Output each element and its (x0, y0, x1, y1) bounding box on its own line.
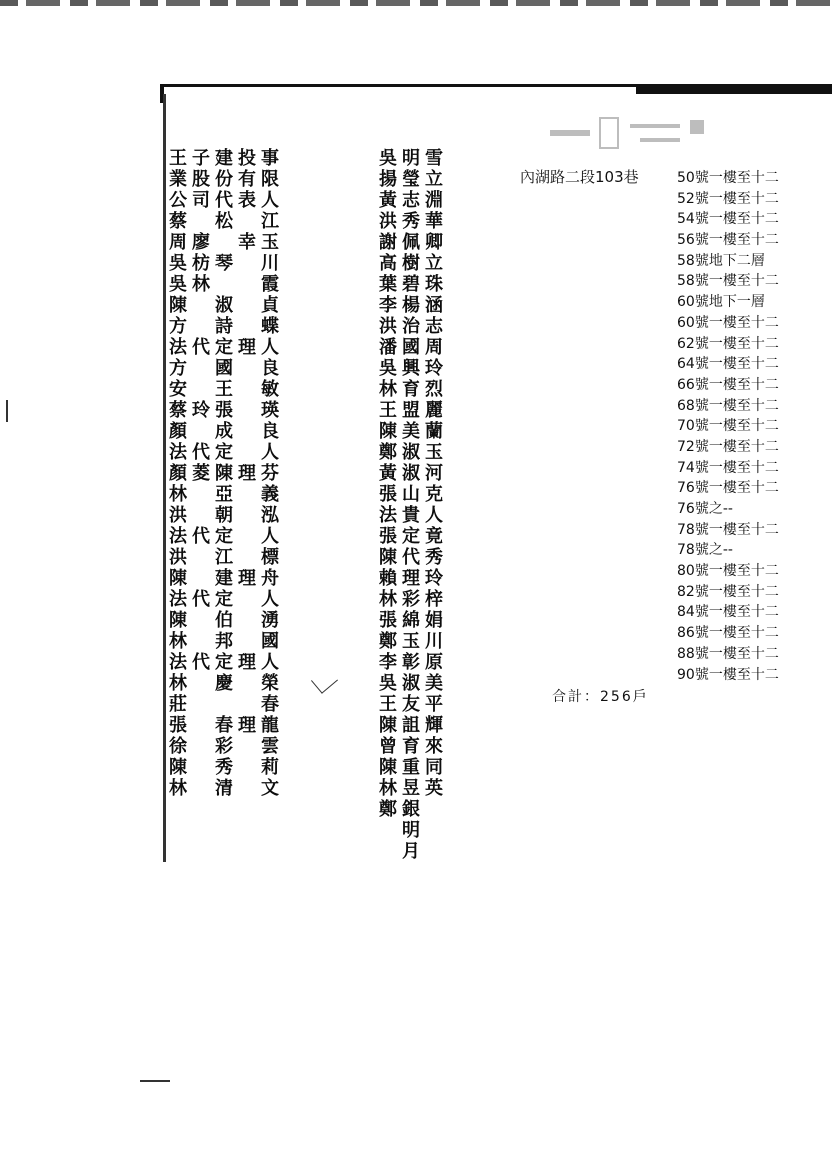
name-column: 雪立淵華卿立珠涵志周玲烈麗蘭玉河克人竟秀玲梓娟川原美平輝來同英 (422, 148, 443, 799)
address-unit-item: 78號之-- (677, 542, 733, 559)
household-total: 合計：256戶 (552, 689, 649, 705)
check-mark-icon (311, 667, 338, 694)
address-unit-item: 90號一樓至十二 (677, 666, 779, 683)
address-unit-item: 80號一樓至十二 (677, 563, 779, 580)
name-column: 王業公蔡周吳吳陳方法方安蔡顏法顏林洪法洪陳法陳林法林莊張徐陳林 (166, 148, 187, 799)
faded-stamp-icon (540, 110, 710, 158)
scan-artifact-mark (140, 1080, 170, 1082)
address-unit-item: 66號一樓至十二 (677, 376, 779, 393)
address-unit-item: 86號一樓至十二 (677, 625, 779, 642)
address-unit-item: 64號一樓至十二 (677, 356, 779, 373)
address-unit-item: 70號一樓至十二 (677, 418, 779, 435)
address-unit-item: 76號之-- (677, 501, 733, 517)
address-unit-list (677, 168, 779, 685)
address-unit-item: 84號一樓至十二 (677, 604, 779, 621)
address-unit-item: 60號地下一層 (677, 294, 765, 311)
owner-names-right-block (336, 148, 444, 868)
address-unit-item: 68號一樓至十二 (677, 397, 779, 414)
page-clip-edge (818, 96, 832, 716)
address-unit-item: 76號一樓至十二 (677, 480, 779, 497)
name-column: 吳揚黃洪謝高葉李洪潘吳林王陳鄭黃張法張陳賴林張鄭李吳王陳曾陳林鄭 (376, 148, 397, 820)
name-column: 明瑩志秀佩樹碧楊治國興育盟美淑淑山貴定代理彩綿玉彰淑友詛育重昱銀明月 (399, 148, 420, 862)
name-column: 投有表 幸 理 理 理 理 理 (235, 148, 256, 820)
address-unit-item: 54號一樓至十二 (677, 211, 779, 228)
address-unit-item: 74號一樓至十二 (677, 459, 779, 476)
address-unit-item: 52號一樓至十二 (677, 190, 779, 207)
address-unit-item: 72號一樓至十二 (677, 438, 779, 455)
scan-frame-border (160, 84, 832, 103)
name-column: 事限人江玉川霞貞蝶人良敏瑛良人芬義泓人標舟人湧國人榮春龍雲莉文 (258, 148, 279, 799)
address-unit-item: 56號一樓至十二 (677, 232, 779, 249)
address-unit-item: 88號一樓至十二 (677, 645, 779, 662)
name-column: 建份代松 琴 淑詩定國王張成定陳亞朝定江建定伯邦定慶 春彩秀清 (212, 148, 233, 799)
address-unit-item: 60號一樓至十二 (677, 314, 779, 331)
address-unit-item: 78號一樓至十二 (677, 521, 779, 538)
address-unit-item: 62號一樓至十二 (677, 335, 779, 352)
scan-header-noise (0, 0, 832, 6)
address-unit-item: 50號一樓至十二 (677, 170, 779, 186)
name-column: 子股司 廖枋林 代 玲 代菱 代 代 代 (189, 148, 210, 799)
owner-names-left-block (166, 148, 280, 868)
scan-artifact-mark (6, 400, 8, 422)
scan-frame-thick-edge (636, 84, 832, 94)
address-unit-item: 58號一樓至十二 (677, 273, 779, 290)
address-unit-item: 58號地下二層 (677, 252, 765, 269)
address-street-label: 內湖路二段103巷 (520, 168, 639, 186)
address-unit-item: 82號一樓至十二 (677, 583, 779, 600)
